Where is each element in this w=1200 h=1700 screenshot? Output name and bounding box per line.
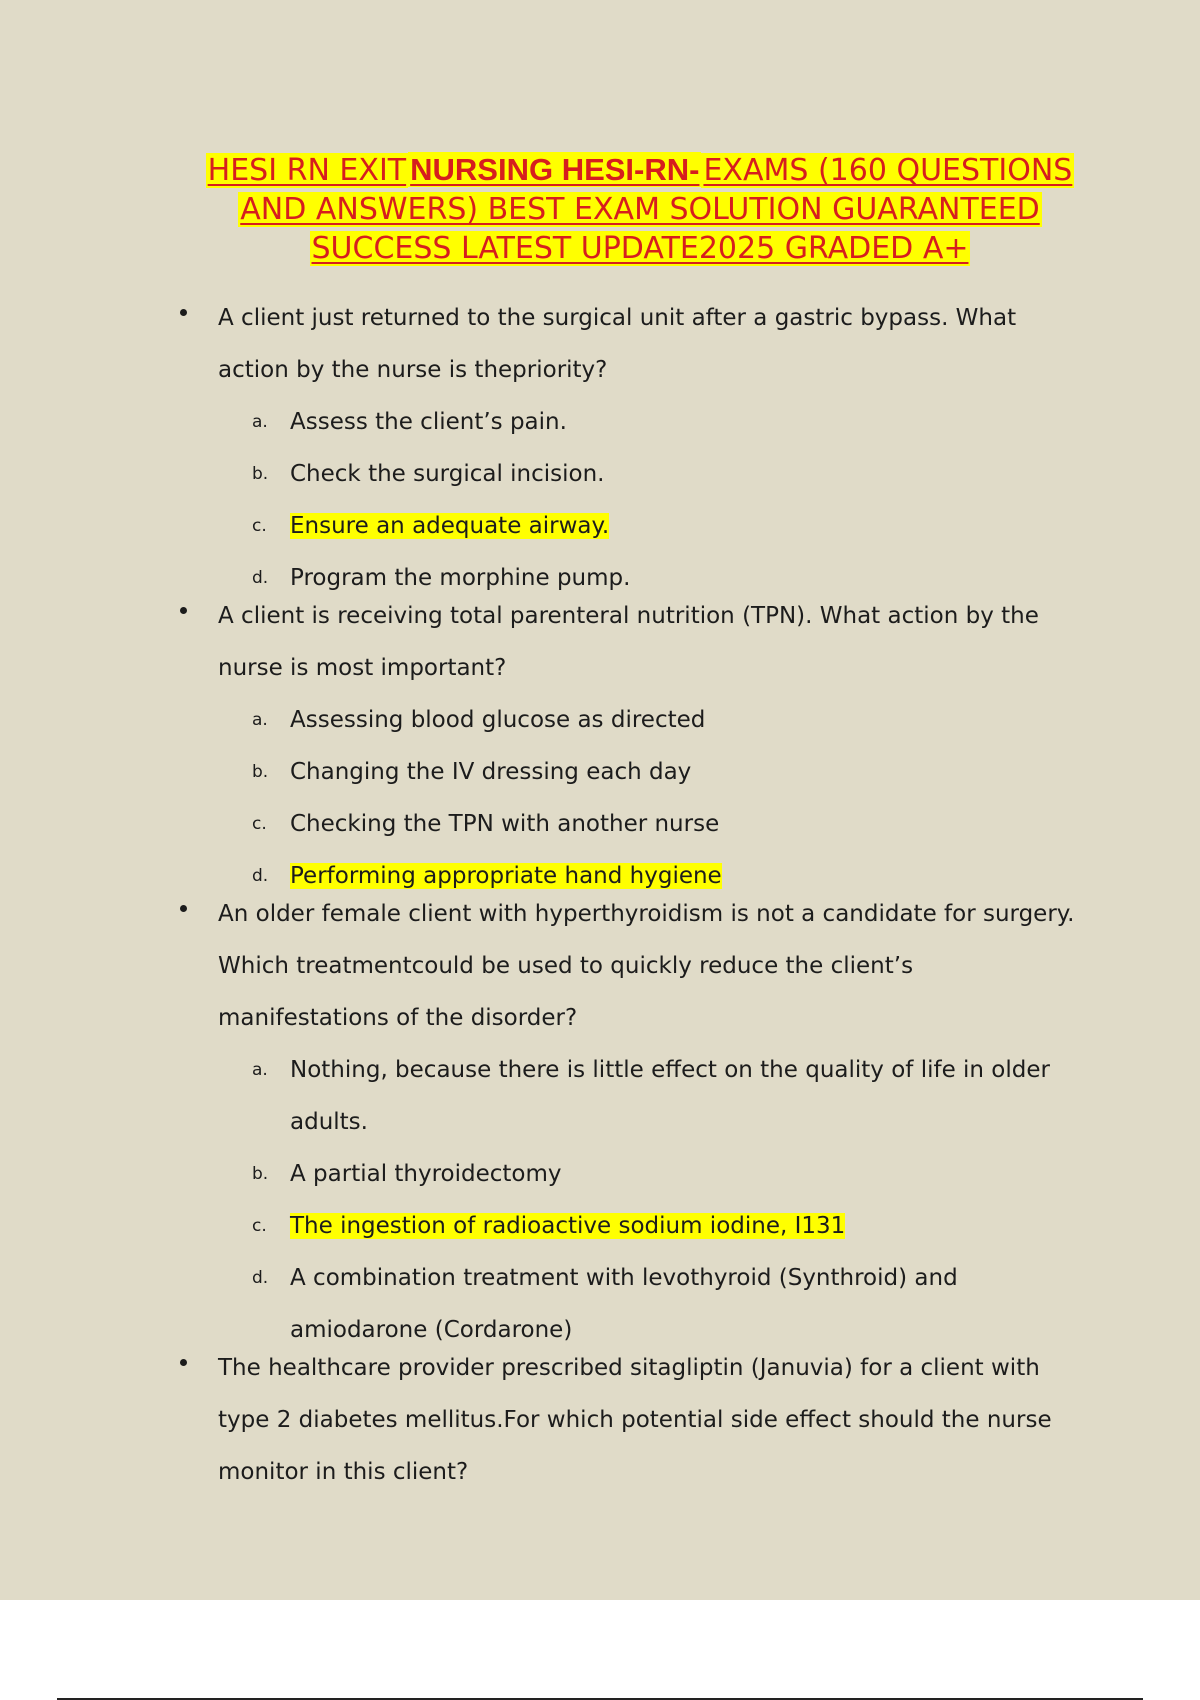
option-item	[252, 694, 1080, 746]
option-item	[252, 1252, 1080, 1356]
option-letter: d.	[252, 1268, 269, 1288]
question-item	[180, 1342, 1080, 1498]
title-part-3: EXAMS (160 QUESTIONS AND ANSWERS) BEST EXAM SOLUTION GUARANTEED SUCCESS LATEST UPDATE2025 GRADED A+	[240, 153, 1073, 266]
option-item	[252, 396, 1080, 448]
bullet-icon	[180, 1359, 187, 1366]
bullet-icon	[180, 309, 187, 316]
option-text: Assess the client’s pain.	[290, 409, 567, 435]
option-text-highlighted: The ingestion of radioactive sodium iodine, I131	[290, 1213, 846, 1239]
title-part-2: NURSING HESI-RN-	[410, 152, 700, 187]
option-letter: c.	[252, 516, 267, 536]
option-letter: d.	[252, 866, 269, 886]
option-text-highlighted: Performing appropriate hand hygiene	[290, 863, 722, 889]
option-item	[252, 1044, 1080, 1148]
option-text: Assessing blood glucose as directed	[290, 707, 706, 733]
option-list	[252, 694, 1080, 902]
question-text: A client is receiving total parenteral nutrition (TPN). What action by the nurse is most important?	[218, 603, 1039, 681]
question-item	[180, 888, 1080, 1356]
option-letter: b.	[252, 762, 269, 782]
option-item	[252, 798, 1080, 850]
option-text: A combination treatment with levothyroid (Synthroid) and amiodarone (Cordarone)	[290, 1265, 958, 1343]
option-text: Program the morphine pump.	[290, 565, 631, 591]
document-title	[190, 150, 1090, 268]
question-text: An older female client with hyperthyroidism is not a candidate for surgery. Which treatmentcould be used to quickly reduce the client’s manifestations of the disorder?	[218, 901, 1075, 1031]
question-list	[180, 306, 1080, 1498]
option-item	[252, 1148, 1080, 1200]
option-letter: a.	[252, 412, 268, 432]
option-text: Changing the IV dressing each day	[290, 759, 692, 785]
option-letter: a.	[252, 1060, 268, 1080]
option-item-correct	[252, 1200, 1080, 1252]
option-list	[252, 396, 1080, 604]
bullet-icon	[180, 607, 187, 614]
option-text: Check the surgical incision.	[290, 461, 605, 487]
option-letter: c.	[252, 814, 267, 834]
option-text-highlighted: Ensure an adequate airway.	[290, 513, 610, 539]
option-item	[252, 746, 1080, 798]
option-item-correct	[252, 500, 1080, 552]
option-letter: b.	[252, 464, 269, 484]
question-item	[180, 292, 1080, 604]
option-item	[252, 448, 1080, 500]
option-letter: d.	[252, 568, 269, 588]
option-letter: b.	[252, 1164, 269, 1184]
option-text: Nothing, because there is little effect on the quality of life in older adults.	[290, 1057, 1050, 1135]
question-item	[180, 590, 1080, 902]
option-text: Checking the TPN with another nurse	[290, 811, 720, 837]
bullet-icon	[180, 905, 187, 912]
option-list	[252, 1044, 1080, 1356]
question-text: The healthcare provider prescribed sitagliptin (Januvia) for a client with type 2 diabetes mellitus.For which potential side effect should the nurse monitor in this client?	[218, 1355, 1052, 1485]
option-text: A partial thyroidectomy	[290, 1161, 562, 1187]
option-letter: c.	[252, 1216, 267, 1236]
title-part-1: HESI RN EXIT	[207, 153, 407, 188]
option-letter: a.	[252, 710, 268, 730]
question-text: A client just returned to the surgical unit after a gastric bypass. What action by the nurse is thepriority?	[218, 305, 1017, 383]
